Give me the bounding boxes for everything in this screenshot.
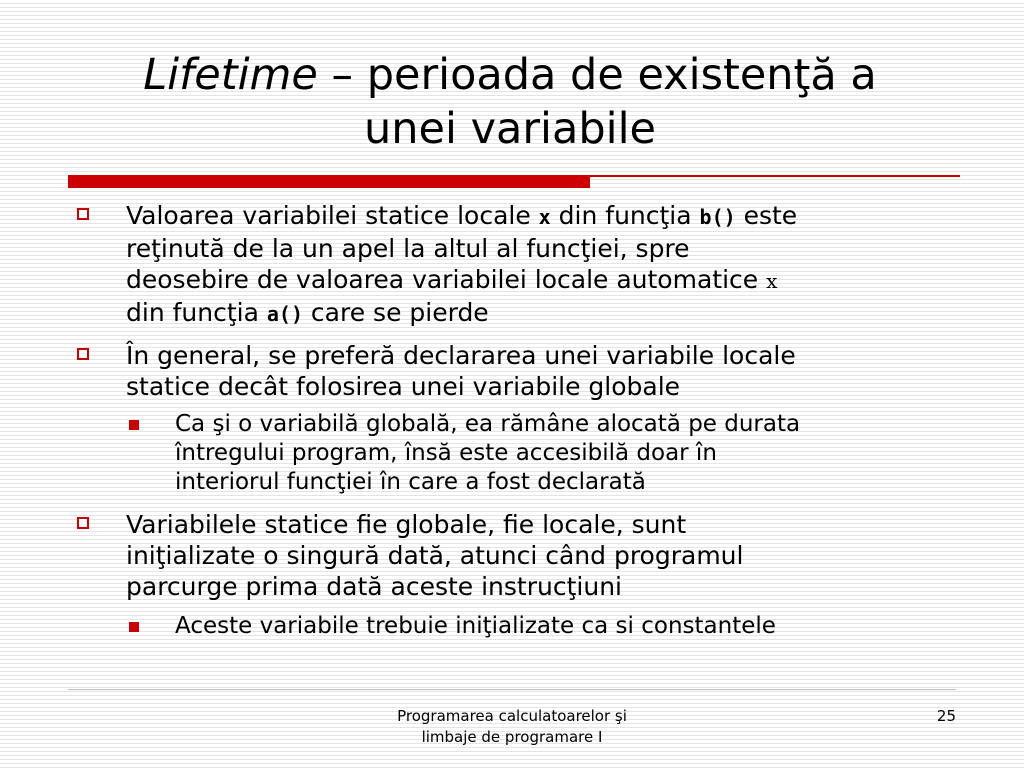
bullet-3-line-2: iniţializate o singură dată, atunci când programul [126,541,744,570]
text: care se pierde [302,298,489,327]
filled-square-bullet-icon [129,420,139,430]
footer-line-2: limbaje de programare I [421,728,603,746]
bullet-3 [126,509,743,602]
bullet-1-line-3 [126,264,797,297]
sub-bullet-3-1 [175,612,776,641]
text: din funcţia [550,201,700,230]
title-rest: – perioada de existenţă a [317,50,877,100]
footer-divider [68,689,956,690]
hollow-square-bullet-icon [77,517,89,529]
title-line2: unei variabile [364,104,656,154]
sub-bullet-2-1-line-1: Ca şi o variabilă globală, ea rămâne alocată pe durata [175,411,801,437]
bullet-2 [126,340,796,402]
text: Valoarea variabilei statice locale [126,201,539,230]
filled-square-bullet-icon [129,622,139,632]
bullet-1-line-4 [126,297,797,330]
text: este [735,201,798,230]
bullet-2-line-2: statice decât folosirea unei variabile globale [126,372,681,401]
text: din funcţia [126,298,267,327]
sub-bullet-2-1-line-2: întregului program, însă este accesibilă doar în [175,440,717,466]
sub-bullet-2-1-line-3: interiorul funcţiei în care a fost declarată [175,469,646,495]
code-a: a() [266,302,303,326]
hollow-square-bullet-icon [77,208,89,220]
bullet-3-line-1: Variabilele statice fie globale, fie locale, sunt [126,510,687,539]
title-italic: Lifetime [143,50,318,100]
bullet-1-line-1 [126,200,797,233]
bullet-2-line-1: În general, se preferă declararea unei variabile locale [126,341,796,370]
code-x: x [538,205,551,229]
footer-line-1: Programarea calculatoarelor şi [397,707,627,725]
bullet-1-line-2: reţinută de la un apel la altul al funcţiei, spre [126,234,690,263]
code-b: b() [699,205,736,229]
code-x-plain: x [766,269,778,293]
bullet-3-line-3: parcurge prima dată aceste instrucţiuni [126,572,622,601]
sub-bullet-3-1-line-1: Aceste variabile trebuie iniţializate ca si constantele [175,613,776,639]
page-number: 25 [936,707,956,725]
text: deosebire de valoarea variabilei locale automatice [126,265,767,294]
hollow-square-bullet-icon [77,348,89,360]
bullet-1 [126,200,797,330]
footer-course-title [360,706,664,748]
sub-bullet-2-1 [175,410,800,497]
